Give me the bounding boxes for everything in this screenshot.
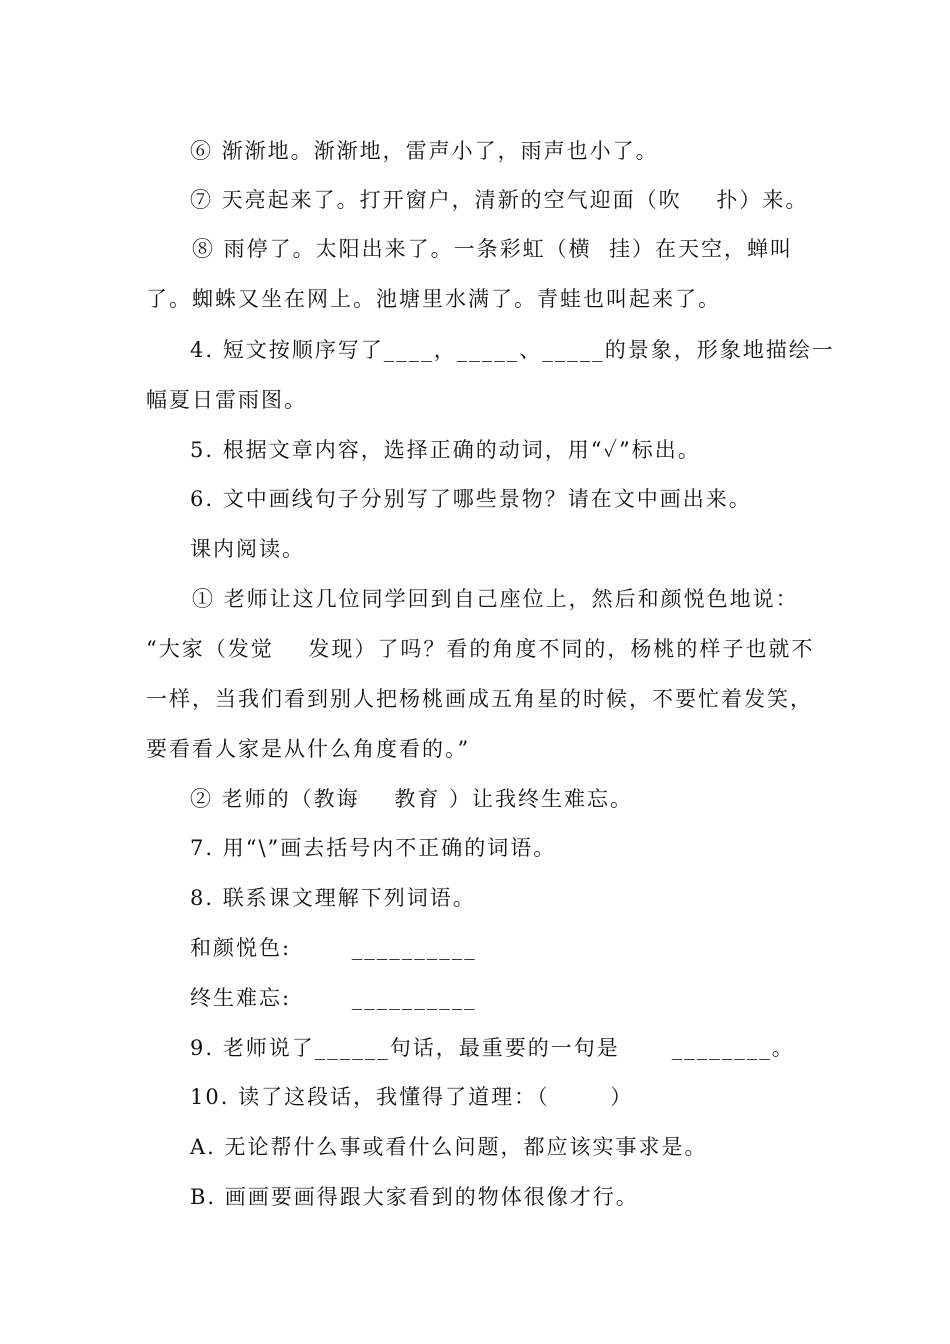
- option-a: A. 无论帮什么事或看什么问题，都应该实事求是。: [190, 1135, 708, 1159]
- text-line-4: 了。蜘蛛又坐在网上。池塘里水满了。青蛙也叫起来了。: [146, 287, 721, 311]
- passage-line-4: 要看看人家是从什么角度看的。”: [146, 737, 471, 761]
- passage-line-1: ① 老师让这几位同学回到自己座位上，然后和颜悦色地说：: [192, 587, 799, 611]
- question-6: 6. 文中画线句子分别写了哪些景物？请在文中画出来。: [190, 487, 752, 511]
- question-5: 5. 根据文章内容，选择正确的动词，用“✓”标出。: [190, 438, 701, 462]
- passage-line-3: 一样，当我们看到别人把杨桃画成五角星的时候，不要忙着发笑，: [146, 687, 813, 711]
- section-heading: 课内阅读。: [190, 537, 305, 561]
- question-4: 4. 短文按顺序写了____，_____、_____的景象，形象地描绘一: [190, 338, 835, 362]
- question-9: 9. 老师说了______句话，最重要的一句是 ________。: [190, 1036, 795, 1060]
- vocab-item-1: 和颜悦色: __________: [190, 936, 477, 960]
- passage-line-5: ② 老师的（教诲 教育 ）让我终生难忘。: [190, 787, 634, 811]
- question-7: 7. 用“\”画去括号内不正确的词语。: [190, 836, 557, 860]
- text-line-1: ⑥ 渐渐地。渐渐地，雷声小了，雨声也小了。: [190, 139, 659, 163]
- text-line-2: ⑦ 天亮起来了。打开窗户，清新的空气迎面（吹 扑）来。: [190, 188, 809, 212]
- question-8: 8. 联系课文理解下列词语。: [190, 886, 476, 910]
- passage-line-2: “大家（发觉 发现）了吗？看的角度不同的，杨桃的样子也就不: [146, 637, 815, 661]
- option-b: B. 画画要画得跟大家看到的物体很像才行。: [190, 1185, 639, 1209]
- vocab-item-2: 终生难忘: __________: [190, 986, 477, 1010]
- question-10: 10. 读了这段话，我懂得了道理：（ ）: [190, 1085, 634, 1109]
- text-line-3: ⑧ 雨停了。太阳出来了。一条彩虹（横 挂）在天空，蝉叫: [192, 237, 794, 261]
- question-4-cont: 幅夏日雷雨图。: [146, 388, 307, 412]
